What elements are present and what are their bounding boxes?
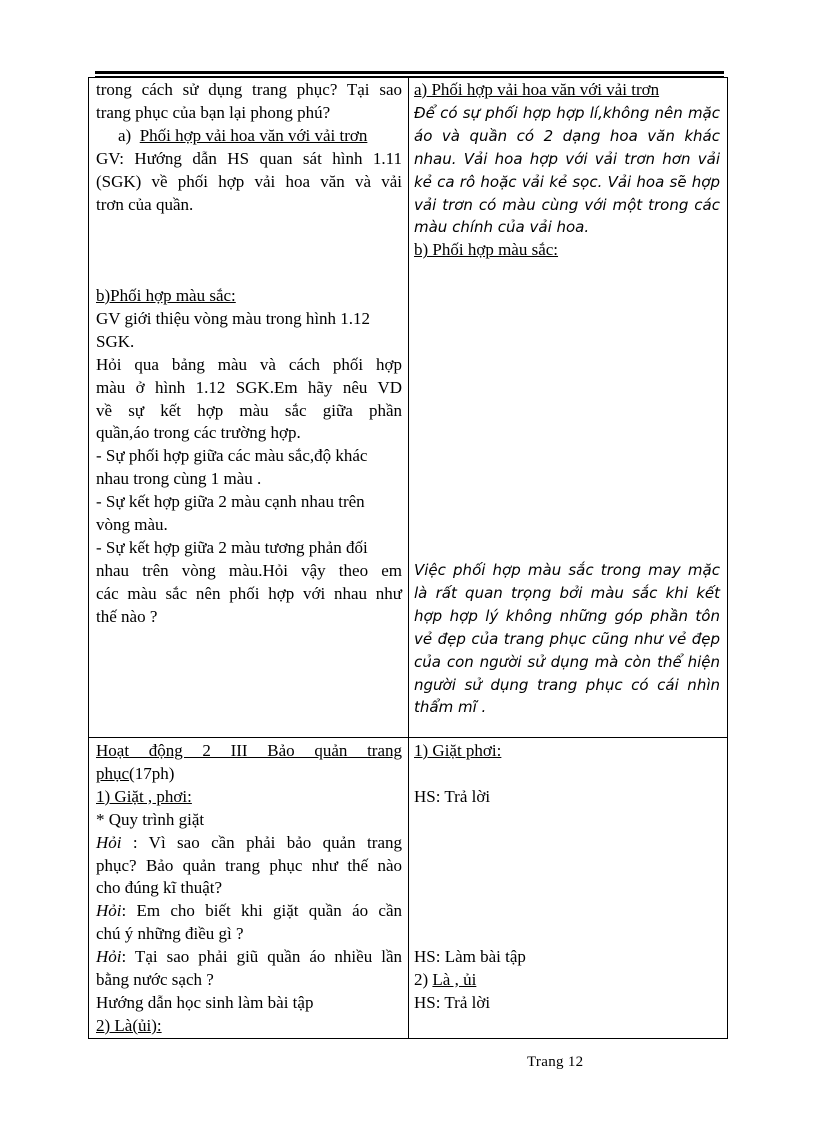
text-line: trang phục của bạn lại phong phú? bbox=[96, 102, 331, 122]
left-bottom-cell bbox=[96, 740, 402, 1038]
row-divider bbox=[88, 737, 728, 738]
question-1 bbox=[96, 832, 402, 855]
right-top-cell-b bbox=[414, 559, 720, 719]
answer-section-2-title bbox=[414, 969, 720, 992]
answer-a-title: a) Phối hợp vải hoa văn với vải trơn bbox=[414, 80, 660, 99]
answer-b-title: b) Phối hợp màu sắc: bbox=[414, 240, 559, 260]
activity-heading-cont bbox=[96, 763, 402, 786]
text-line: chú ý những điều gì ? bbox=[96, 924, 244, 944]
question-text: : Tại sao phải giũ quần áo nhiều lần bbox=[121, 947, 402, 967]
text-line: Hướng dẫn học sinh làm bài tập bbox=[96, 992, 314, 1012]
text-line: nhau trong cùng 1 màu . bbox=[96, 469, 262, 489]
hs-answer-1: HS: Trả lời bbox=[414, 787, 491, 806]
text-line: các màu sắc nên phối hợp với nhau như bbox=[96, 583, 402, 603]
left-top-cell-b bbox=[96, 285, 402, 629]
text-line: cho đúng kĩ thuật? bbox=[96, 878, 223, 898]
left-top-cell bbox=[96, 79, 402, 216]
hoi-label: Hỏi bbox=[96, 901, 122, 921]
page-number: Trang 12 bbox=[527, 1054, 584, 1070]
section-2-title: 2) Là(ủi): bbox=[96, 1015, 162, 1035]
activity-heading: Hoạt động 2 III Bảo quản trang bbox=[96, 741, 402, 760]
hs-answer-2: HS: Làm bài tập bbox=[414, 947, 526, 966]
subheading-b: b)Phối hợp màu sắc: bbox=[96, 286, 236, 305]
text-line: về sự kết hợp màu sắc giữa phần bbox=[96, 400, 402, 420]
hoi-label: Hỏi bbox=[96, 832, 122, 852]
question-text: : Vì sao cần phải bảo quản trang bbox=[121, 832, 402, 852]
question-3 bbox=[96, 946, 402, 969]
text-line: (SGK) về phối hợp vải hoa văn và vải bbox=[96, 171, 402, 191]
hoi-label: Hỏi bbox=[96, 947, 122, 967]
answer-a-text: Để có sự phối hợp hợp lí,không nên mặc áo và quần có 2 dạng hoa văn khác nhau. Vải hoa hợp với vải trơn hơn vải kẻ ca rô hoặc vải kẻ sọc. Vải hoa sẽ hợp vải trơn có màu cùng với một trong các màu chính của vải hoa. bbox=[414, 103, 720, 237]
text-line: GV giới thiệu vòng màu trong hình 1.12 bbox=[96, 308, 371, 328]
text-line: nhau trên vòng màu.Hỏi vậy theo em bbox=[96, 560, 402, 580]
text-line: SGK. bbox=[96, 331, 135, 351]
column-divider bbox=[408, 77, 409, 1039]
question-2 bbox=[96, 900, 402, 923]
question-text: : Em cho biết khi giặt quần áo cần bbox=[121, 901, 402, 921]
activity-heading-word: phục bbox=[96, 763, 130, 783]
text-line: vòng màu. bbox=[96, 515, 168, 535]
text-line: phục? Bảo quản trang phục như thế nào bbox=[96, 855, 402, 875]
right-top-cell bbox=[414, 79, 720, 262]
text-line: thế nào ? bbox=[96, 606, 158, 626]
section-1-title: 1) Giặt , phơi: bbox=[96, 786, 192, 806]
text-line: GV: Hướng dẫn HS quan sát hình 1.11 bbox=[96, 148, 402, 168]
text-line: Hỏi qua bảng màu và cách phối hợp bbox=[96, 354, 402, 374]
text-line: quần,áo trong các trường hợp. bbox=[96, 423, 301, 443]
subheading-a bbox=[96, 125, 402, 148]
text-line: - Sự kết hợp giữa 2 màu cạnh nhau trên bbox=[96, 492, 365, 512]
text-line: màu ở hình 1.12 SGK.Em hãy nêu VD bbox=[96, 377, 402, 397]
subheading-a-title: Phối hợp vải hoa văn với vải trơn bbox=[139, 125, 368, 145]
header-rule-thick bbox=[95, 71, 724, 74]
text-line: - Sự phối hợp giữa các màu sắc,độ khác bbox=[96, 446, 368, 466]
activity-time: (17ph) bbox=[129, 763, 175, 783]
answer-b-text: Việc phối hợp màu sắc trong may mặc là rất quan trọng bởi màu sắc khi kết hợp hợp lý không những góp phần tôn vẻ đẹp của trang phục cũng như vẻ đẹp của con người sử dụng mà còn thể hiện người sử dụng trang phục có cái nhìn thẩm mĩ . bbox=[414, 561, 720, 717]
hs-answer-3: HS: Trả lời bbox=[414, 993, 491, 1012]
answer-section-1-title: 1) Giặt phơi: bbox=[414, 741, 502, 760]
section-title: Là , ủi bbox=[432, 970, 477, 989]
text-line: * Quy trình giặt bbox=[96, 809, 205, 829]
text-line: bằng nước sạch ? bbox=[96, 970, 214, 990]
subheading-a-label: a) bbox=[118, 125, 132, 145]
text-line: - Sự kết hợp giữa 2 màu tương phản đối bbox=[96, 537, 368, 557]
text-line: trơn của quần. bbox=[96, 194, 194, 214]
right-bottom-cell bbox=[414, 740, 720, 763]
section-number: 2) bbox=[414, 970, 429, 989]
text-line: trong cách sử dụng trang phục? Tại sao bbox=[96, 80, 402, 99]
